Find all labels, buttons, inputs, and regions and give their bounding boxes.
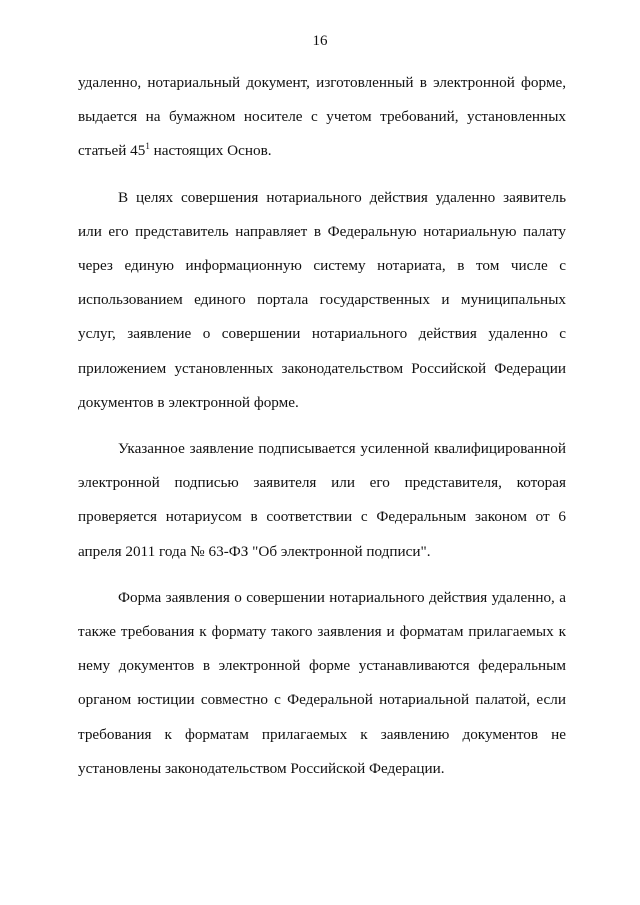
paragraph-text: удаленно, нотариальный документ, изготовленный в электронной форме, выдается на бумажном носителе с учетом требований, установленных статьей 45 — [78, 74, 566, 160]
paragraph-remote-notarial-request: В целях совершения нотариального действия удаленно заявитель или его представитель направляет в Федеральную нотариальную палату через единую информационную систему нотариата, в том числе с использованием единого портала государственных и муниципальных услуг, заявление о совершении нотариального действия удаленно с приложением установленных законодательством Российской Федерации документов в электронной форме. — [78, 188, 566, 411]
superscript-article-index: 1 — [145, 141, 150, 152]
page-number: 16 — [312, 33, 328, 49]
document-body — [78, 66, 566, 786]
paragraph-application-format: Форма заявления о совершении нотариального действия удаленно, а также требования к формату такого заявления и форматам прилагаемых к нему документов в электронной форме устанавливаются федеральным органом юстиции совместно с Федеральной нотариальной палатой, если требования к форматам прилагаемых к заявлению документов не установлены законодательством Российской Федерации. — [78, 588, 566, 777]
paragraph-text-tail: настоящих Основ. — [149, 142, 272, 160]
paragraph-continuation — [78, 66, 566, 169]
paragraph-electronic-signature: Указанное заявление подписывается усиленной квалифицированной электронной подписью заявителя или его представителя, которая проверяется нотариусом в соответствии с Федеральным законом от 6 апреля 2011 года № 63-ФЗ "Об электронной подписи". — [78, 440, 566, 560]
